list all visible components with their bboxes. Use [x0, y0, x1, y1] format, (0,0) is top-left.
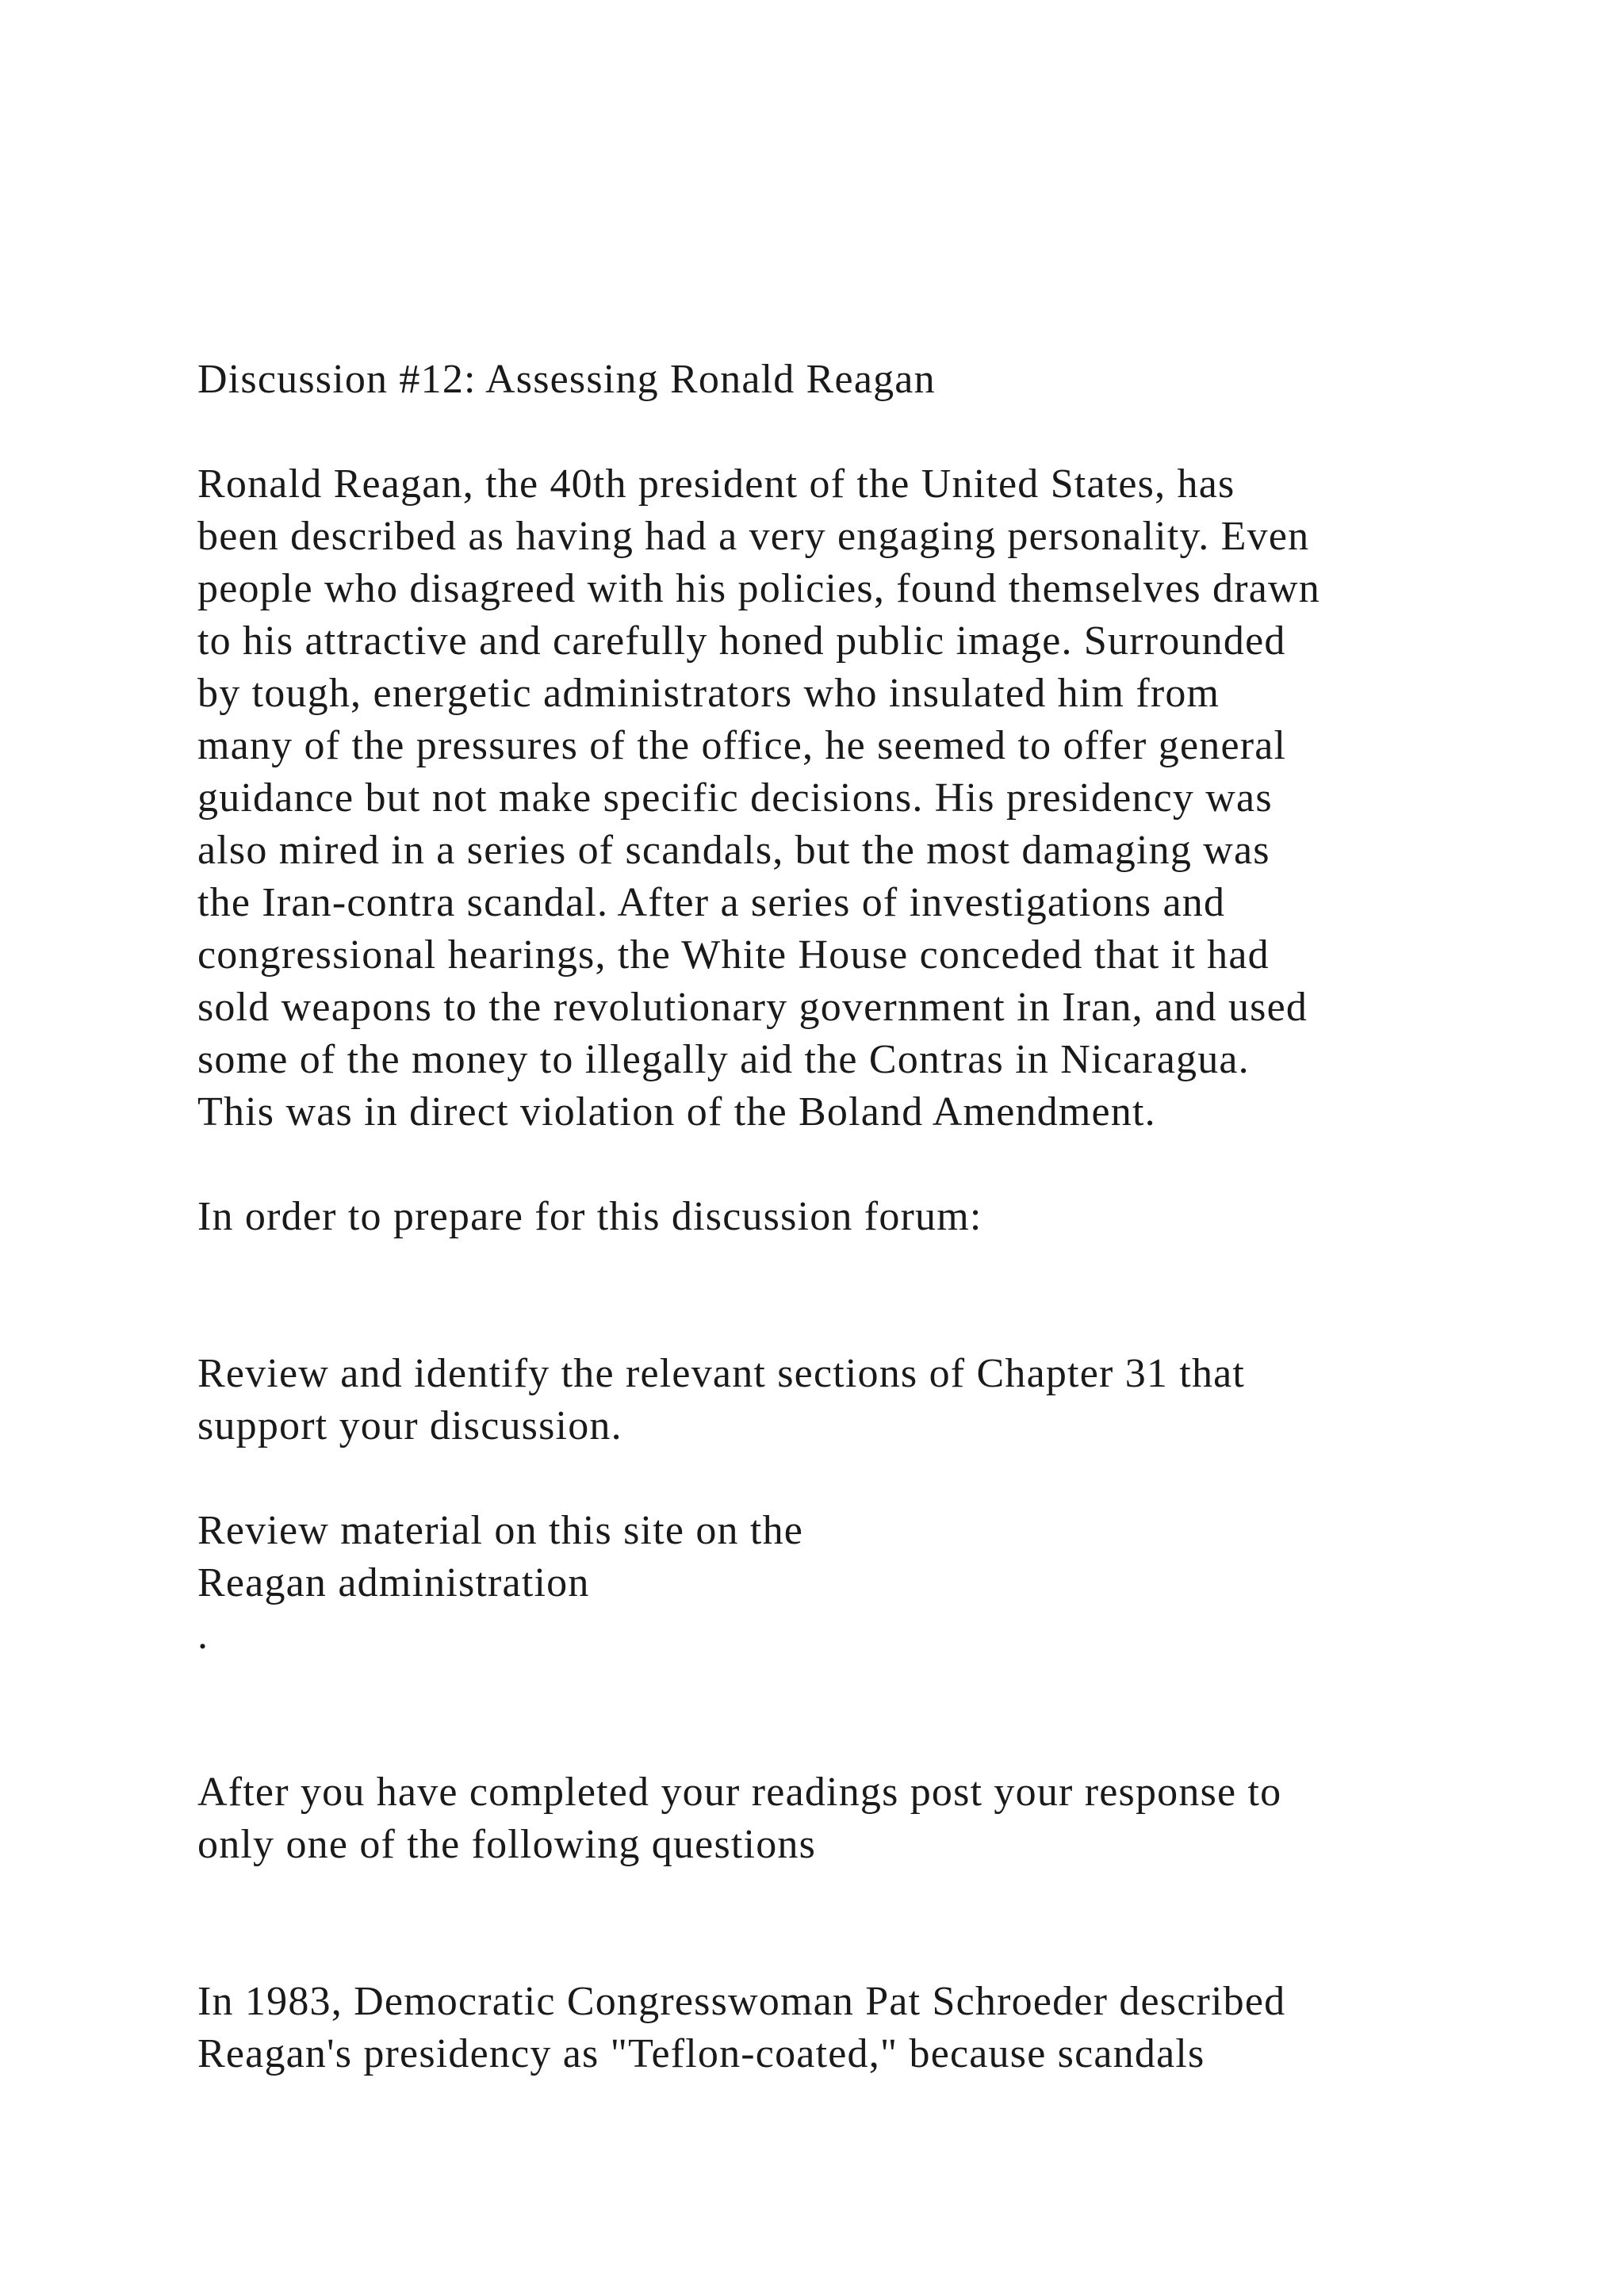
- intro-line: to his attractive and carefully honed public image. Surrounded: [197, 618, 1286, 664]
- after-readings-line: After you have completed your readings post your response to: [197, 1770, 1282, 1815]
- intro-line: the Iran-contra scandal. After a series of investigations and: [197, 880, 1226, 925]
- intro-line: This was in direct violation of the Boland Amendment.: [197, 1089, 1156, 1135]
- intro-line: also mired in a series of scandals, but the most damaging was: [197, 828, 1270, 873]
- prepare-heading: In order to prepare for this discussion forum:: [197, 1194, 982, 1239]
- review-chapter-line: Review and identify the relevant sections of Chapter 31 that: [197, 1351, 1246, 1396]
- review-material-line: Review material on this site on the: [197, 1508, 804, 1553]
- intro-line: by tough, energetic administrators who insulated him from: [197, 671, 1220, 716]
- intro-line: guidance but not make specific decisions. His presidency was: [197, 775, 1273, 821]
- question-line: Reagan's presidency as "Teflon-coated," because scandals: [197, 2031, 1205, 2076]
- review-material-period: .: [197, 1613, 209, 1658]
- intro-line: some of the money to illegally aid the Contras in Nicaragua.: [197, 1037, 1250, 1082]
- intro-line: people who disagreed with his policies, found themselves drawn: [197, 566, 1320, 611]
- intro-line: Ronald Reagan, the 40th president of the United States, has: [197, 461, 1235, 507]
- after-readings-line: only one of the following questions: [197, 1822, 817, 1867]
- intro-line: sold weapons to the revolutionary government in Iran, and used: [197, 985, 1308, 1030]
- intro-line: congressional hearings, the White House conceded that it had: [197, 932, 1270, 978]
- review-material-line: Reagan administration: [197, 1560, 590, 1605]
- intro-line: many of the pressures of the office, he seemed to offer general: [197, 723, 1287, 768]
- intro-line: been described as having had a very engaging personality. Even: [197, 514, 1310, 559]
- question-line: In 1983, Democratic Congresswoman Pat Schroeder described: [197, 1979, 1286, 2024]
- document-title: Discussion #12: Assessing Ronald Reagan: [197, 357, 936, 402]
- review-chapter-line: support your discussion.: [197, 1403, 622, 1448]
